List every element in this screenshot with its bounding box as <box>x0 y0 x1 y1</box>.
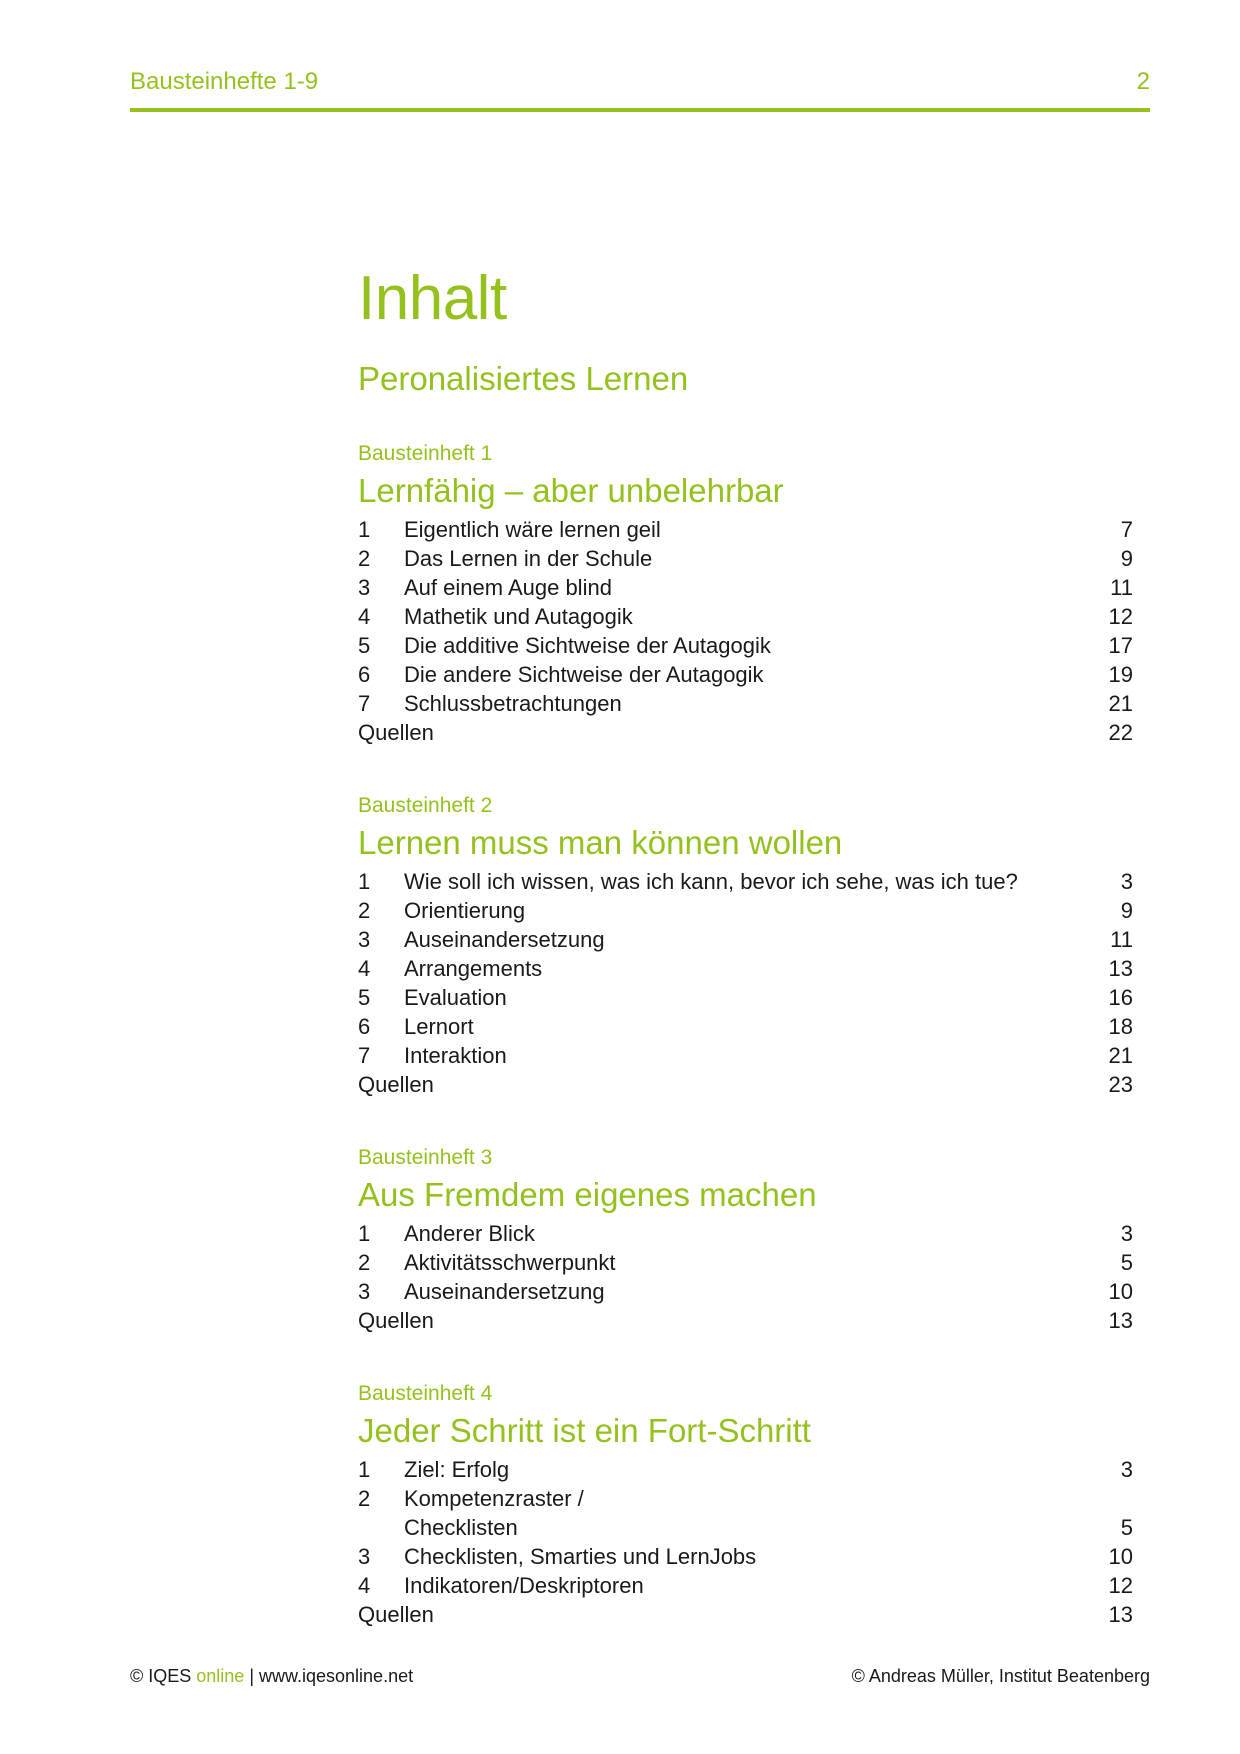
toc-entry[interactable] <box>358 1484 1133 1542</box>
entry-page: 21 <box>1108 691 1133 716</box>
entry-text: Mathetik und Autagogik <box>404 604 633 629</box>
entry-number: 7 <box>358 1043 371 1068</box>
module-title: Aus Fremdem eigenes machen <box>358 1176 817 1213</box>
toc-sources-entry[interactable] <box>358 1306 1133 1335</box>
sources-label: Quellen <box>358 720 434 745</box>
entry-number: 1 <box>358 869 371 894</box>
entry-text: Orientierung <box>404 898 526 923</box>
entry-text: Aktivitätsschwerpunkt <box>404 1250 616 1275</box>
page-footer <box>130 1666 1150 1687</box>
entry-page: 13 <box>1108 1602 1133 1627</box>
entry-page: 13 <box>1108 1308 1133 1333</box>
entry-number: 6 <box>358 1014 371 1039</box>
entry-page: 17 <box>1108 633 1133 658</box>
toc-sources-entry[interactable] <box>358 1600 1133 1629</box>
entry-number: 1 <box>358 517 371 542</box>
module-label: Bausteinheft 4 <box>358 1382 493 1405</box>
entry-number: 7 <box>358 691 371 716</box>
entry-number: 1 <box>358 1457 371 1482</box>
module-4 <box>358 1383 1133 1629</box>
entry-number: 5 <box>358 985 371 1010</box>
toc-entry[interactable] <box>358 1219 1133 1248</box>
toc-entry[interactable] <box>358 544 1133 573</box>
entry-number: 6 <box>358 662 371 687</box>
toc-entry[interactable] <box>358 1248 1133 1277</box>
entry-page: 19 <box>1108 662 1133 687</box>
toc-entry[interactable] <box>358 867 1133 896</box>
entry-text-line-2: Checklisten <box>404 1515 518 1540</box>
toc-entry[interactable] <box>358 1277 1133 1306</box>
entry-number: 1 <box>358 1221 371 1246</box>
entry-number: 2 <box>358 546 371 571</box>
sources-label: Quellen <box>358 1602 434 1627</box>
entry-text: Auseinandersetzung <box>404 1279 605 1304</box>
module-title: Lernfähig – aber unbelehrbar <box>358 472 784 509</box>
toc-entry[interactable] <box>358 515 1133 544</box>
entry-page: 23 <box>1108 1072 1133 1097</box>
toc-entry[interactable] <box>358 602 1133 631</box>
toc-entry[interactable] <box>358 896 1133 925</box>
entry-text: Auseinandersetzung <box>404 927 605 952</box>
entry-text: Ziel: Erfolg <box>404 1457 510 1482</box>
entry-page: 7 <box>1120 517 1133 542</box>
entry-page: 10 <box>1108 1279 1133 1304</box>
toc-title: Inhalt <box>358 264 507 333</box>
entry-page: 9 <box>1120 546 1133 571</box>
entry-page: 11 <box>1110 575 1133 600</box>
entry-page: 12 <box>1108 604 1133 629</box>
entry-text: Die andere Sichtweise der Autagogik <box>404 662 764 687</box>
entry-number: 4 <box>358 1573 371 1598</box>
entry-page: 11 <box>1110 927 1133 952</box>
entry-page: 10 <box>1108 1544 1133 1569</box>
entry-text: Evaluation <box>404 985 507 1010</box>
entry-page: 12 <box>1108 1573 1133 1598</box>
toc-entry[interactable] <box>358 1041 1133 1070</box>
toc-entry[interactable] <box>358 925 1133 954</box>
entry-page: 5 <box>1120 1515 1133 1540</box>
toc-entry[interactable] <box>358 983 1133 1012</box>
entry-page: 3 <box>1120 1457 1133 1482</box>
entry-number: 5 <box>358 633 371 658</box>
toc-entry[interactable] <box>358 689 1133 718</box>
entry-text: Schlussbetrachtungen <box>404 691 622 716</box>
entry-text: Interaktion <box>404 1043 507 1068</box>
sources-label: Quellen <box>358 1308 434 1333</box>
entry-text: Lernort <box>404 1014 474 1039</box>
page-number: 2 <box>1136 68 1150 95</box>
footer-left <box>130 1666 413 1687</box>
module-title: Lernen muss man können wollen <box>358 824 843 861</box>
entry-page: 9 <box>1120 898 1133 923</box>
entry-number: 3 <box>358 927 371 952</box>
module-1 <box>358 443 1133 747</box>
entry-text <box>404 1484 1073 1542</box>
toc-entry[interactable] <box>358 1012 1133 1041</box>
module-label: Bausteinheft 2 <box>358 794 493 817</box>
module-label: Bausteinheft 1 <box>358 442 493 465</box>
entry-text: Indikatoren/Deskriptoren <box>404 1573 644 1598</box>
toc-entry[interactable] <box>358 660 1133 689</box>
entry-text-line-1: Kompetenzraster / <box>404 1486 584 1511</box>
toc-entry[interactable] <box>358 1571 1133 1600</box>
entry-text: Wie soll ich wissen, was ich kann, bevor ich sehe, was ich tue? <box>404 869 1018 894</box>
module-label: Bausteinheft 3 <box>358 1146 493 1169</box>
toc-entry[interactable] <box>358 954 1133 983</box>
footer-brand-accent: online <box>196 1666 245 1686</box>
entry-number: 4 <box>358 604 371 629</box>
toc-sources-entry[interactable] <box>358 1070 1133 1099</box>
entry-text: Die additive Sichtweise der Autagogik <box>404 633 771 658</box>
footer-copyright: © IQES <box>130 1666 197 1686</box>
footer-website[interactable]: | www.iqesonline.net <box>244 1666 414 1686</box>
entry-number: 3 <box>358 1279 371 1304</box>
toc-entry[interactable] <box>358 1455 1133 1484</box>
entry-text: Checklisten, Smarties und LernJobs <box>404 1544 757 1569</box>
page-header <box>130 68 1150 112</box>
entry-page: 16 <box>1108 985 1133 1010</box>
entry-number: 4 <box>358 956 371 981</box>
entry-page: 5 <box>1120 1250 1133 1275</box>
entry-text: Anderer Blick <box>404 1221 535 1246</box>
toc-entry[interactable] <box>358 1542 1133 1571</box>
table-of-contents <box>358 264 1133 1629</box>
entry-page: 3 <box>1120 869 1133 894</box>
entry-page: 13 <box>1108 956 1133 981</box>
entry-page: 21 <box>1108 1043 1133 1068</box>
footer-author: © Andreas Müller, Institut Beatenberg <box>851 1666 1150 1686</box>
entry-number: 3 <box>358 575 371 600</box>
entry-number: 2 <box>358 1486 371 1511</box>
entry-text: Das Lernen in der Schule <box>404 546 653 571</box>
entry-page: 3 <box>1120 1221 1133 1246</box>
module-2 <box>358 795 1133 1099</box>
entry-page: 22 <box>1108 720 1133 745</box>
entry-text: Eigentlich wäre lernen geil <box>404 517 661 542</box>
entry-page: 18 <box>1108 1014 1133 1039</box>
module-title: Jeder Schritt ist ein Fort-Schritt <box>358 1412 811 1449</box>
entry-number: 2 <box>358 1250 371 1275</box>
entry-number: 3 <box>358 1544 371 1569</box>
entry-text: Arrangements <box>404 956 543 981</box>
entry-number: 2 <box>358 898 371 923</box>
sources-label: Quellen <box>358 1072 434 1097</box>
toc-entry[interactable] <box>358 573 1133 602</box>
toc-sources-entry[interactable] <box>358 718 1133 747</box>
entry-text: Auf einem Auge blind <box>404 575 612 600</box>
toc-subtitle: Peronalisiertes Lernen <box>358 360 689 397</box>
module-3 <box>358 1147 1133 1335</box>
toc-entry[interactable] <box>358 631 1133 660</box>
series-title: Bausteinhefte 1-9 <box>130 68 319 95</box>
